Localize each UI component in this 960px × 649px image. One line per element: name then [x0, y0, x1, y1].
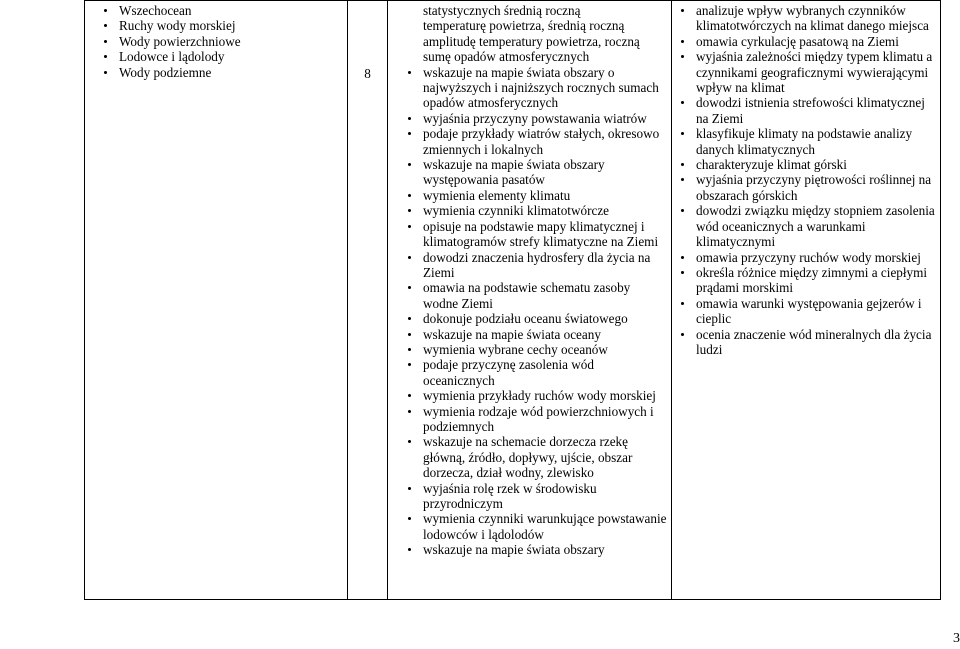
topics-cell [85, 1, 348, 600]
continuation-text [423, 3, 667, 65]
list-item: wymienia elementy klimatu [423, 188, 667, 203]
list-item: podaje przyczynę zasolenia wód oceanicznych [423, 357, 667, 388]
list-item: klasyfikuje klimaty na podstawie analizy danych klimatycznych [696, 126, 936, 157]
list-item: wymienia rodzaje wód powierzchniowych i podziemnych [423, 404, 667, 435]
list-item: wyjaśnia przyczyny piętrowości roślinnej na obszarach górskich [696, 172, 936, 203]
list-item: dowodzi znaczenia hydrosfery dla życia na Ziemi [423, 250, 667, 281]
list-item: omawia przyczyny ruchów wody morskiej [696, 250, 936, 265]
hours-value: 8 [364, 66, 371, 81]
list-item: Wody podziemne [119, 65, 347, 80]
text-line: statystycznych średnią roczną [423, 3, 581, 18]
hours-cell [348, 1, 388, 600]
list-item: wskazuje na schemacie dorzecza rzekę główną, źródło, dopływy, ujście, obszar dorzecza, dział wodny, zlewisko [423, 434, 667, 480]
list-item: wskazuje na mapie świata obszary występowania pasatów [423, 157, 667, 188]
list-item: dokonuje podziału oceanu światowego [423, 311, 667, 326]
basic-requirements-list [423, 65, 667, 558]
text-line: sumę opadów atmosferycznych [423, 49, 590, 65]
list-item: opisuje na podstawie mapy klimatycznej i klimatogramów strefy klimatyczne na Ziemi [423, 219, 667, 250]
list-item: dowodzi istnienia strefowości klimatycznej na Ziemi [696, 95, 936, 126]
list-item: wymienia czynniki klimatotwórcze [423, 203, 667, 218]
list-item: omawia cyrkulację pasatową na Ziemi [696, 34, 936, 49]
table-row [85, 1, 941, 600]
list-item: wymienia czynniki warunkujące powstawanie lodowców i lądolodów [423, 511, 667, 542]
extended-requirements-cell [672, 1, 941, 600]
list-item: ocenia znaczenie wód mineralnych dla życia ludzi [696, 327, 936, 358]
list-item: Wszechocean [119, 3, 347, 18]
list-item: dowodzi związku między stopniem zasolenia wód oceanicznych a warunkami klimatycznymi [696, 203, 935, 250]
basic-requirements-cell [388, 1, 672, 600]
text-line: amplitudę temperatury powietrza, roczną [423, 33, 640, 49]
list-item: wyjaśnia rolę rzek w środowisku przyrodniczym [423, 481, 667, 512]
list-item: wskazuje na mapie świata obszary [423, 542, 667, 557]
list-item: wyjaśnia przyczyny powstawania wiatrów [423, 111, 667, 126]
list-item: wyjaśnia zależności między typem klimatu a czynnikami geograficznymi wywierającymi wpływ na klimat [696, 49, 936, 95]
page-number: 3 [953, 631, 960, 646]
curriculum-table [84, 0, 941, 600]
list-item: wymienia wybrane cechy oceanów [423, 342, 667, 357]
list-item: wskazuje na mapie świata oceany [423, 327, 667, 342]
list-item: podaje przykłady wiatrów stałych, okresowo zmiennych i lokalnych [423, 126, 667, 157]
list-item: Wody powierzchniowe [119, 34, 347, 49]
text-line: temperaturę powietrza, średnią roczną [423, 18, 625, 34]
list-item: Ruchy wody morskiej [119, 18, 347, 33]
list-item: analizuje wpływ wybranych czynników klimatotwórczych na klimat danego miejsca [696, 3, 936, 34]
list-item: omawia warunki występowania gejzerów i cieplic [696, 296, 936, 327]
extended-requirements-list [696, 3, 936, 357]
list-item: wskazuje na mapie świata obszary o najwyższych i najniższych rocznych sumach opadów atmosferycznych [423, 65, 667, 111]
list-item: określa różnice między zimnymi a ciepłymi prądami morskimi [696, 265, 936, 296]
list-item: Lodowce i lądolody [119, 49, 347, 64]
list-item: omawia na podstawie schematu zasoby wodne Ziemi [423, 280, 667, 311]
topics-list [119, 3, 347, 80]
list-item: wymienia przykłady ruchów wody morskiej [423, 388, 667, 403]
list-item: charakteryzuje klimat górski [696, 157, 936, 172]
